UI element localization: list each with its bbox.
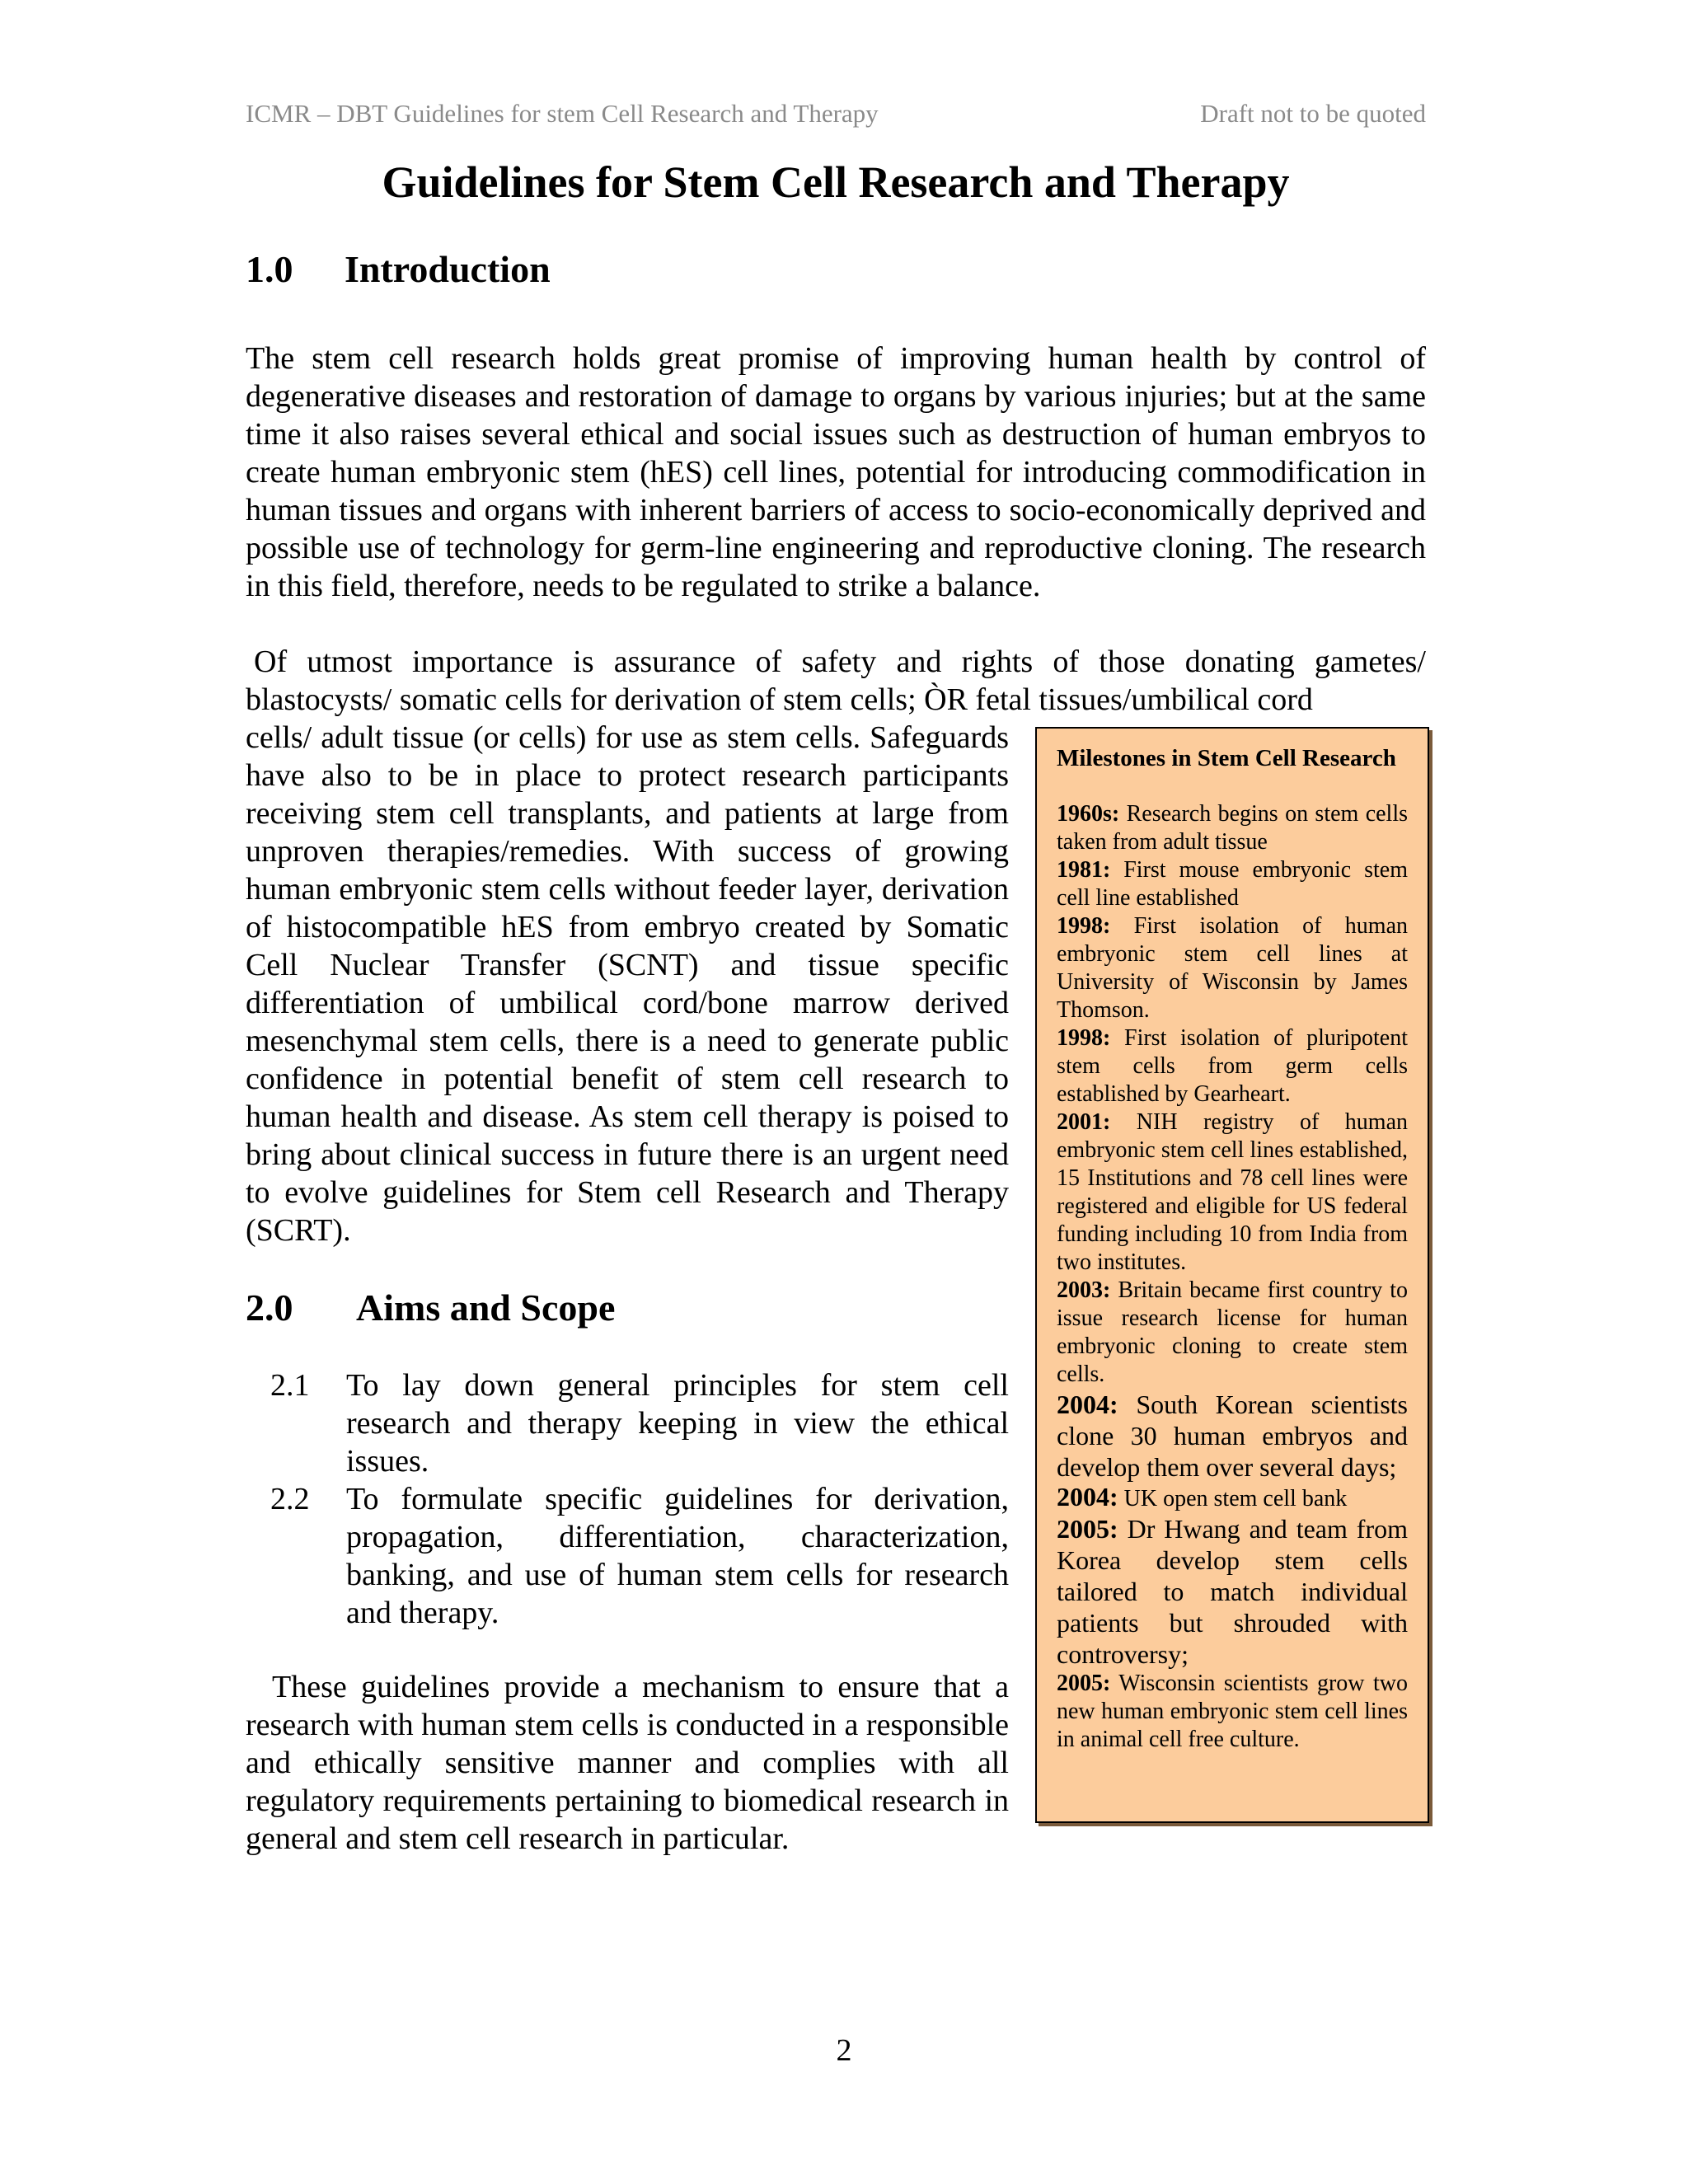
milestone-item: 1998: First isolation of human embryonic stem cell lines at University of Wisconsin by James Thomson. — [1057, 913, 1409, 1023]
milestone-item: 2005: Dr Hwang and team from Korea develop stem cells tailored to match individual patients but shrouded with controversy; — [1057, 1514, 1409, 1669]
list-item — [270, 1480, 1009, 1632]
document-title: Guidelines for Stem Cell Research and Therapy — [382, 157, 1290, 207]
intro-paragraph-1: The stem cell research holds great promise of improving human health by control of degenerative diseases and restoration of damage to organs by various injuries; but at the same time it also raises several ethical and social issues such as destruction of human embryos to create human embryonic stem (hES) cell lines, potential for introducing commodification in human tissues and organs with inherent barriers of access to socio-economically deprived and possible use of technology for germ-line engineering and reproductive cloning. The research in this field, therefore, needs to be regulated to strike a balance. — [246, 341, 1426, 603]
section-number: 1.0 — [246, 248, 293, 290]
milestone-item: 2004: South Korean scientists clone 30 human embryos and develop them over several days; — [1057, 1390, 1408, 1482]
aims-list — [270, 1366, 1009, 1632]
list-item-text: To lay down general principles for stem cell research and therapy keeping in view the ethical issues. — [346, 1368, 1009, 1479]
header-left-text: ICMR – DBT Guidelines for stem Cell Research and Therapy — [246, 99, 879, 128]
milestone-item: 1960s: Research begins on stem cells taken from adult tissue — [1057, 801, 1409, 855]
intro-paragraph-2-column: cells/ adult tissue (or cells) for use as stem cells. Safeguards have also to be in place to protect research participants receiving stem cell transplants, and patients at large from unproven therapies/remedies. With success of growing human embryonic stem cells without feeder layer, derivation of histocompatible hES from embryo created by Somatic Cell Nuclear Transfer (SCNT) and tissue specific differentiation of umbilical cord/bone marrow derived mesenchymal stem cells, there is a need to generate public confidence in potential benefit of stem cell research to human health and disease. As stem cell therapy is poised to bring about clinical success in future there is an urgent need to evolve guidelines for Stem cell Research and Therapy (SCRT). — [246, 720, 1009, 1248]
milestones-title: Milestones in Stem Cell Research — [1057, 745, 1396, 771]
running-header — [246, 99, 1426, 129]
milestone-item: 1998: First isolation of pluripotent stem cells from germ cells established by Gearheart. — [1057, 1025, 1408, 1107]
list-item-number: 2.2 — [270, 1482, 310, 1516]
page-number: 2 — [836, 2033, 852, 2068]
milestone-item: 2001: NIH registry of human embryonic stem cell lines established, 15 Institutions and 78 cell lines were registered and eligible for US federal funding including 10 from India from two institutes. — [1057, 1109, 1409, 1275]
list-item-number: 2.1 — [270, 1368, 310, 1403]
milestone-item: 2004: UK open stem cell bank — [1057, 1482, 1348, 1511]
section-title: Aims and Scope — [356, 1286, 616, 1329]
milestone-item: 1981: First mouse embryonic stem cell line established — [1057, 857, 1409, 911]
intro-paragraph-2-full-width: Of utmost importance is assurance of safety and rights of those donating gametes/ blastocysts/ somatic cells for derivation of stem cells; ÒR fetal tissues/umbilical cord — [246, 644, 1426, 717]
section-heading-introduction — [246, 247, 551, 291]
milestone-item: 2005: Wisconsin scientists grow two new human embryonic stem cell lines in animal cell free culture. — [1057, 1671, 1408, 1752]
section-number: 2.0 — [246, 1286, 293, 1329]
closing-paragraph: These guidelines provide a mechanism to ensure that a research with human stem cells is conducted in a responsible and ethically sensitive manner and complies with all regulatory requirements pertaining to biomedical research in general and stem cell research in particular. — [246, 1670, 1009, 1856]
section-heading-aims — [246, 1286, 615, 1329]
milestone-item: 2003: Britain became first country to issue research license for human embryonic cloning to create stem cells. — [1057, 1277, 1408, 1387]
draft-notice: Draft not to be quoted — [1200, 99, 1426, 128]
section-title: Introduction — [345, 248, 551, 290]
milestones-sidebar — [1035, 727, 1429, 1823]
list-item — [270, 1366, 1009, 1480]
list-item-text: To formulate specific guidelines for derivation, propagation, differentiation, characterization, banking, and use of human stem cells for research and therapy. — [346, 1482, 1009, 1630]
